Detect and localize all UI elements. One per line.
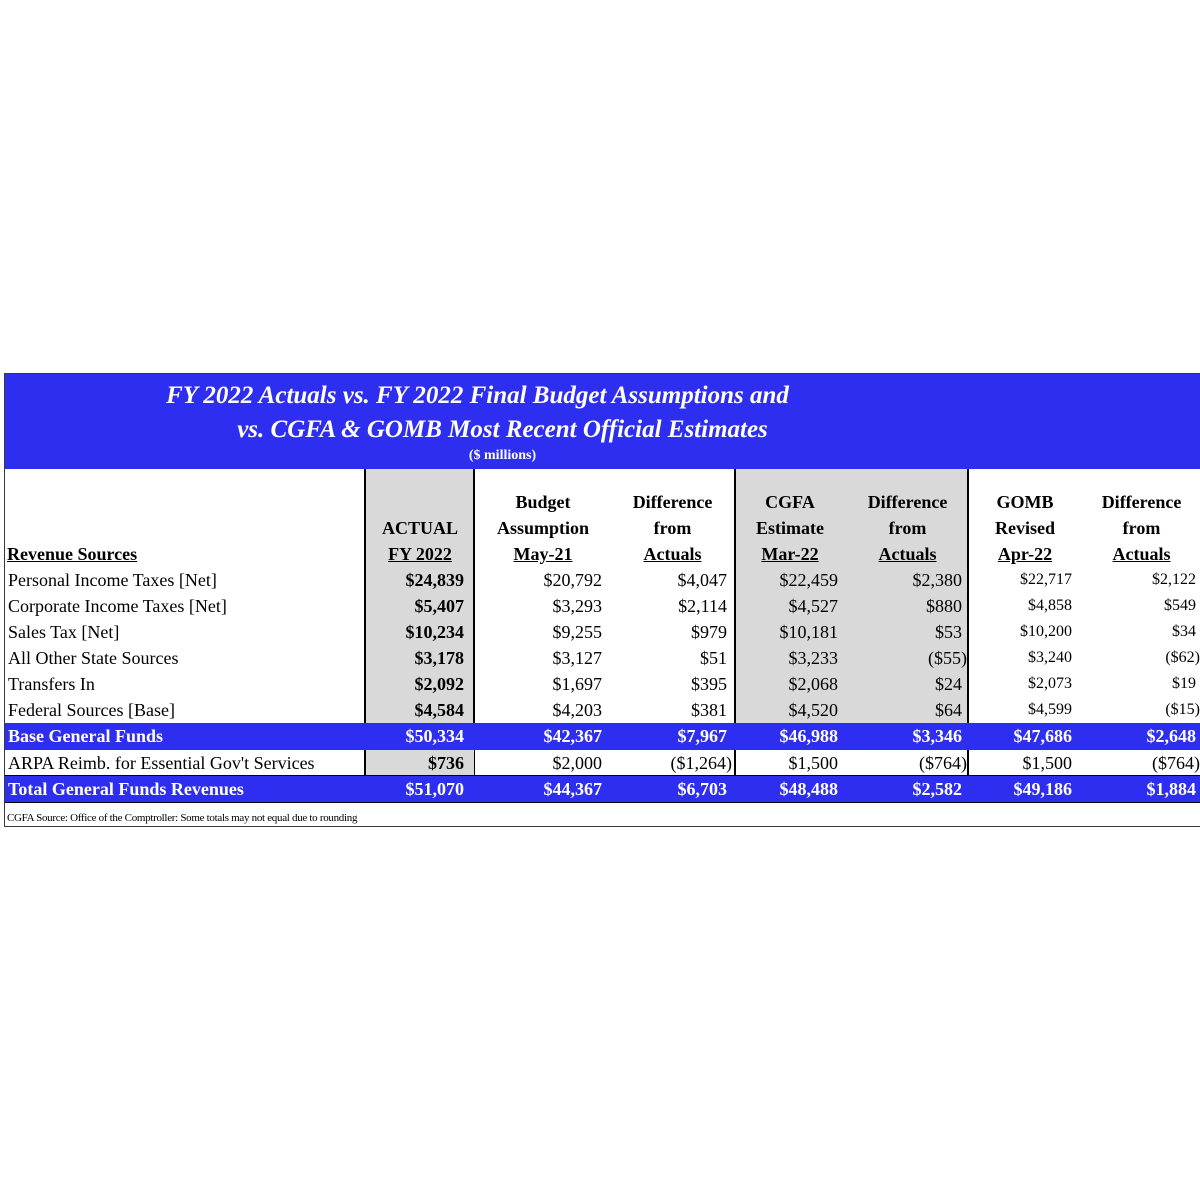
cell-gomb: $10,200 (1020, 623, 1072, 640)
table-title-line2: vs. CGFA & GOMB Most Recent Official Estimates (237, 416, 768, 443)
cell-gomb-diff: ($62) (1165, 649, 1200, 666)
cell-budget-diff: $395 (691, 674, 727, 694)
cell-gomb-diff: $19 (1172, 675, 1196, 692)
cell-gomb: $3,240 (1028, 649, 1072, 666)
cell-budget-diff: $6,703 (677, 779, 727, 799)
total-general-funds-row (5, 776, 1200, 802)
cell-budget: $2,000 (552, 753, 602, 773)
cell-cgfa-diff: ($764) (919, 753, 967, 773)
cell-cgfa-diff: $24 (935, 674, 962, 694)
cell-cgfa: $46,988 (779, 726, 838, 746)
cell-gomb-diff: $34 (1172, 623, 1196, 640)
cell-budget: $9,255 (552, 622, 602, 642)
base-general-funds-row (5, 723, 1200, 750)
table-title-line1: FY 2022 Actuals vs. FY 2022 Final Budget Assumptions and (166, 382, 789, 409)
cell-actual: $51,070 (405, 779, 464, 799)
cell-budget-diff: ($1,264) (670, 753, 732, 773)
total-row-bottom-rule (5, 802, 1200, 803)
header-gomb-difference: Difference from Actuals (1101, 492, 1182, 564)
header-actual-fy2022: ACTUAL FY 2022 (381, 518, 458, 564)
header-cgfa-difference: Difference from Actuals (867, 492, 948, 564)
cell-gomb: $1,500 (1022, 753, 1072, 773)
cell-budget: $3,127 (552, 648, 602, 668)
cell-actual: $2,092 (414, 674, 464, 694)
header-gomb-revised: GOMB Revised Apr-22 (995, 492, 1055, 564)
cell-actual: $50,334 (405, 726, 464, 746)
header-revenue-sources: Revenue Sources (7, 544, 138, 564)
cell-cgfa-diff: $3,346 (912, 726, 962, 746)
cell-actual: $24,839 (405, 570, 464, 590)
cell-actual: $736 (428, 753, 464, 773)
row-label: Total General Funds Revenues (8, 779, 244, 799)
cell-budget-diff: $2,114 (678, 596, 727, 616)
arpa-row (5, 750, 1200, 776)
row-label: All Other State Sources (8, 648, 179, 668)
cell-budget-diff: $381 (691, 700, 727, 720)
cell-gomb-diff: ($15) (1165, 701, 1200, 718)
cell-gomb-diff: $1,884 (1146, 779, 1196, 799)
table-row (5, 697, 1200, 723)
cell-cgfa: $10,181 (779, 622, 838, 642)
cell-actual: $5,407 (414, 596, 464, 616)
row-label: Sales Tax [Net] (8, 622, 120, 642)
cell-actual: $4,584 (414, 700, 464, 720)
cell-budget: $42,367 (543, 726, 602, 746)
cell-cgfa: $4,520 (788, 700, 838, 720)
cell-cgfa-diff: $64 (935, 700, 962, 720)
row-label: Federal Sources [Base] (8, 700, 175, 720)
cell-gomb-diff: $2,648 (1146, 726, 1196, 746)
table-row (5, 645, 1200, 671)
header-budget-assumption: Budget Assumption May-21 (496, 492, 590, 564)
row-label: Base General Funds (8, 726, 164, 746)
cell-actual: $3,178 (414, 648, 464, 668)
cell-budget: $1,697 (552, 674, 602, 694)
cell-gomb: $2,073 (1028, 675, 1072, 692)
row-label: Transfers In (8, 674, 95, 694)
table-row (5, 593, 1200, 619)
table-row (5, 619, 1200, 645)
header-cgfa-estimate: CGFA Estimate Mar-22 (756, 492, 824, 564)
cell-gomb: $47,686 (1013, 726, 1072, 746)
row-label: ARPA Reimb. for Essential Gov't Services (8, 753, 315, 773)
cell-gomb: $22,717 (1020, 571, 1072, 588)
cell-budget-diff: $51 (700, 648, 727, 668)
cell-cgfa: $4,527 (788, 596, 838, 616)
row-label: Personal Income Taxes [Net] (8, 570, 217, 590)
cell-gomb: $4,858 (1028, 597, 1072, 614)
cell-gomb-diff: $549 (1164, 597, 1196, 614)
table-row (5, 567, 1200, 593)
cell-budget-diff: $4,047 (677, 570, 727, 590)
cell-gomb: $49,186 (1013, 779, 1072, 799)
cell-cgfa-diff: $880 (926, 596, 962, 616)
cell-cgfa-diff: $2,582 (912, 779, 962, 799)
cell-cgfa: $2,068 (788, 674, 838, 694)
cell-cgfa-diff: $2,380 (912, 570, 962, 590)
header-budget-difference: Difference from Actuals (632, 492, 713, 564)
cell-cgfa-diff: $53 (935, 622, 962, 642)
cell-actual: $10,234 (405, 622, 464, 642)
table-row (5, 671, 1200, 697)
cell-budget: $4,203 (552, 700, 602, 720)
cell-budget-diff: $979 (691, 622, 727, 642)
cell-gomb-diff: ($764) (1152, 753, 1200, 773)
budget-table (4, 373, 1200, 827)
cell-cgfa: $1,500 (788, 753, 838, 773)
cell-budget: $20,792 (543, 570, 602, 590)
cell-budget-diff: $7,967 (677, 726, 727, 746)
cell-gomb-diff: $2,122 (1152, 571, 1196, 588)
source-footnote: CGFA Source: Office of the Comptroller: Some totals may not equal due to rounding (7, 812, 358, 824)
cell-gomb: $4,599 (1028, 701, 1072, 718)
cell-budget: $3,293 (552, 596, 602, 616)
cell-cgfa-diff: ($55) (928, 648, 967, 668)
title-banner (5, 374, 1200, 469)
cell-budget: $44,367 (543, 779, 602, 799)
row-label: Corporate Income Taxes [Net] (8, 596, 227, 616)
cell-cgfa: $22,459 (779, 570, 838, 590)
table-units: ($ millions) (468, 448, 537, 463)
cell-cgfa: $48,488 (779, 779, 838, 799)
cell-cgfa: $3,233 (788, 648, 838, 668)
